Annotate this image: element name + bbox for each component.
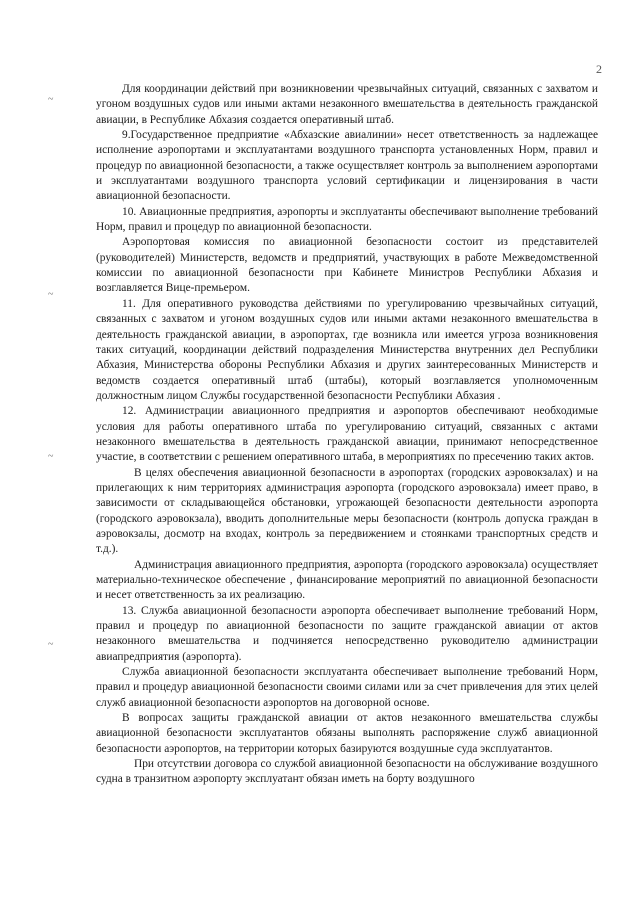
paragraph: При отсутствии договора со службой авиационной безопасности на обслуживание воздушного судна в транзитном аэропорту эксплуатант обязан иметь на борту воздушного	[96, 758, 598, 786]
margin-mark: ~	[48, 94, 54, 105]
paragraph: Администрация авиационного предприятия, аэропорта (городского аэровокзала) осуществляет материально-техническое обеспечение , финансирование мероприятий по авиационной безопасности и несет ответственность за их реализацию.	[96, 558, 598, 602]
paragraph: 9.Государственное предприятие «Абхазские авиалинии» несет ответственность за надлежащее исполнение аэропортами и эксплуатантами воздушного транспорта установленных Норм, правил и процедур по авиационной безопасности, а также осуществляет контроль за выполнением аэропортами и эксплуатантами воздушного транспорта условий сертификации и лицензирования в части авиационной безопасности.	[96, 129, 598, 203]
paragraph: В целях обеспечения авиационной безопасности в аэропортах (городских аэровокзалах) и на прилегающих к ним территориях администрация аэропорта (городского аэровокзала) имеет право, в зависимости от складывающейся обстановки, угрожающей безопасности деятельности аэропорта (городского аэровокзала), вводить дополнительные меры безопасности (контроль допуска граждан в аэровокзалы, досмотр на входах, контроль за передвижением и стоянками транспортных средств и т.д.).	[96, 466, 598, 556]
paragraph: Для координации действий при возникновении чрезвычайных ситуаций, связанных с захватом и угоном воздушных судов или иными актами незаконного вмешательства в деятельность гражданской авиации, в Республике Абхазия создается оперативный штаб.	[96, 83, 598, 126]
paragraph: 11. Для оперативного руководства действиями по урегулированию чрезвычайных ситуаций, связанных с захватом и угоном воздушных судов или иными актами незаконного вмешательства в деятельность гражданской авиации, в аэропортах, где возникла или имеется угроза возникновения таких ситуаций, координации действий подразделения Министерства внутренних дел Республики Абхазия, Министерства обороны Республики Абхазия и других заинтересованных Министерств и ведомств создается оперативный штаб (штабы), который возглавляется уполномоченным должностным лицом Службы государственной безопасности Республики Абхазия .	[96, 297, 598, 402]
paragraph: В вопросах защиты гражданской авиации от актов незаконного вмешательства службы авиационной безопасности эксплуатантов обязаны выполнять распоряжение служб авиационной безопасности аэропортов, на территории которых базируются воздушные суда эксплуатантов.	[96, 712, 598, 755]
document-body	[96, 82, 598, 788]
paragraph: Служба авиационной безопасности эксплуатанта обеспечивает выполнение требований Норм, правил и процедур авиационной безопасности своими силами или за счет привлечения для этих целей служб авиационной безопасности аэропортов на договорной основе.	[96, 666, 598, 709]
paragraph: 10. Авиационные предприятия, аэропорты и эксплуатанты обеспечивают выполнение требований Норм, правил и процедур по авиационной безопасности.	[96, 205, 598, 234]
paragraph: 12. Администрации авиационного предприятия и аэропортов обеспечивают необходимые условия для работы оперативного штаба по урегулированию ситуаций, связанных с актами незаконного вмешательства в деятельность гражданской авиации, принимают непосредственное участие, в соответствии с решением оперативного штаба, в мероприятиях по пресечению таких актов.	[96, 405, 598, 464]
paragraph: 13. Служба авиационной безопасности аэропорта обеспечивает выполнение требований Норм, правил и процедур по авиационной безопасности по защите гражданской авиации от актов незаконного вмешательства и подчиняется непосредственно руководителю администрации авиапредприятия (аэропорта).	[96, 604, 598, 663]
page-number: 2	[596, 62, 602, 76]
margin-mark: ~	[48, 289, 54, 300]
margin-mark: ~	[48, 639, 54, 650]
margin-mark: ~	[48, 451, 54, 462]
paragraph: Аэропортовая комиссия по авиационной безопасности состоит из представителей (руководителей) Министерств, ведомств и предприятий, участвующих в работе Межведомственной комиссии по авиационной безопасности при Кабинете Министров Республики Абхазия и возглавляется Вице-премьером.	[96, 236, 598, 295]
